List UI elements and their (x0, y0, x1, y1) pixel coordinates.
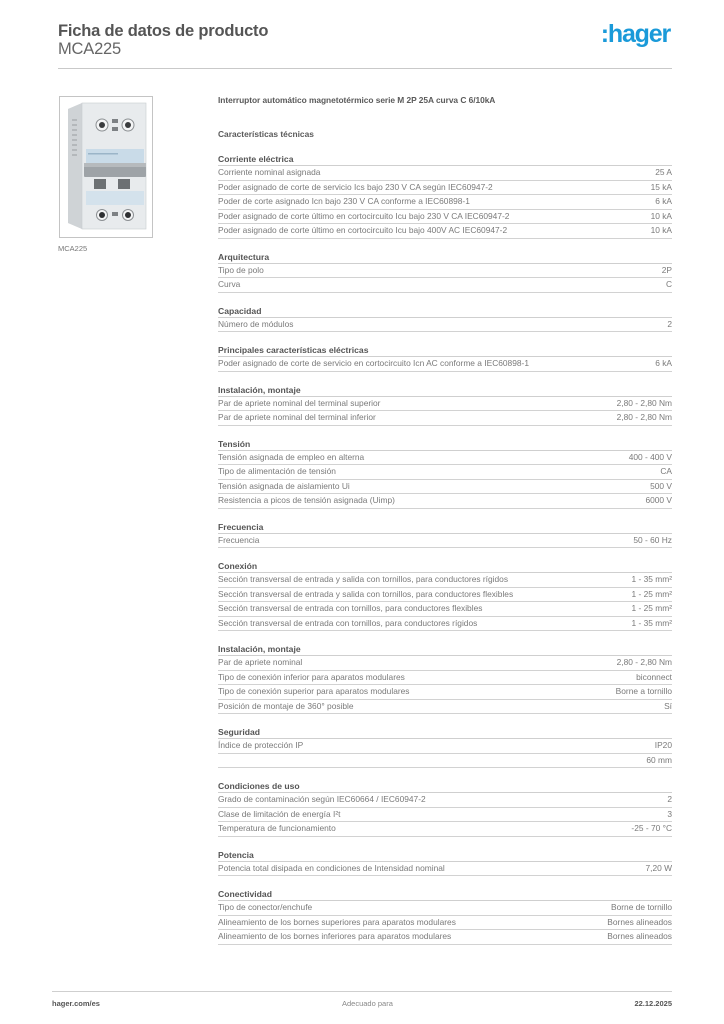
spec-label: Índice de protección IP (218, 740, 304, 750)
spec-label: Sección transversal de entrada con tornillos, para conductores flexibles (218, 603, 483, 613)
spec-row (218, 411, 672, 426)
spec-value: 2 (667, 318, 672, 329)
spec-section (218, 251, 672, 293)
footer-suitable-for: Adecuado para (342, 999, 393, 1008)
spec-row (218, 465, 672, 480)
technical-characteristics-title: Características técnicas (218, 129, 314, 139)
spec-value: 400 - 400 V (628, 451, 672, 462)
spec-label: Tensión asignada de empleo en alterna (218, 451, 365, 462)
spec-label: Curva (218, 279, 241, 289)
product-image-caption: MCA225 (58, 244, 88, 253)
section-title: Instalación, montaje (218, 384, 672, 397)
spec-row (218, 264, 672, 279)
spec-label: Grado de contaminación según IEC60664 / IEC60947-2 (218, 794, 426, 804)
section-title: Frecuencia (218, 521, 672, 534)
spec-value: 6 kA (655, 196, 672, 206)
spec-value: 1 - 35 mm² (631, 617, 672, 628)
spec-value: 1 - 25 mm² (631, 588, 672, 599)
spec-label: Tipo de polo (218, 264, 264, 275)
spec-label: Poder asignado de corte de servicio en cortocircuito Icn AC conforme a IEC60898-1 (218, 358, 529, 368)
spec-section (218, 344, 672, 372)
spec-value: Borne a tornillo (615, 686, 672, 696)
datasheet-content (218, 94, 672, 945)
document-date: 22.12.2025 (634, 999, 672, 1008)
spec-value: 50 - 60 Hz (633, 534, 672, 545)
section-title: Capacidad (218, 305, 672, 318)
spec-row (218, 181, 672, 196)
spec-row (218, 822, 672, 837)
spec-value: 3 (667, 808, 672, 819)
spec-value: 2,80 - 2,80 Nm (616, 657, 672, 667)
spec-label: Potencia total disipada en condiciones de Intensidad nominal (218, 862, 445, 873)
website-link[interactable]: hager.com/es (52, 999, 100, 1008)
spec-section (218, 438, 672, 509)
spec-row (218, 397, 672, 412)
spec-label: Posición de montaje de 360° posible (218, 700, 354, 711)
spec-value: -25 - 70 °C (631, 823, 672, 833)
spec-row (218, 617, 672, 632)
spec-row (218, 224, 672, 239)
spec-label: Poder asignado de corte de servicio Ics bajo 230 V CA según IEC60947-2 (218, 181, 493, 192)
section-title: Potencia (218, 849, 672, 862)
spec-label: Tipo de conexión inferior para aparatos modulares (218, 671, 405, 682)
hager-logo: :hager (600, 20, 670, 48)
spec-value: Bornes alineados (607, 916, 672, 927)
section-title: Conexión (218, 560, 672, 573)
spec-value: 2,80 - 2,80 Nm (616, 412, 672, 422)
spec-value: 2P (661, 264, 672, 275)
spec-label: Poder asignado de corte último en cortocircuito Icu bajo 400V AC IEC60947-2 (218, 225, 508, 235)
spec-label: Clase de limitación de energía I²t (218, 808, 341, 819)
spec-value: 7,20 W (645, 862, 672, 873)
spec-row (218, 671, 672, 686)
spec-label: Tipo de conector/enchufe (218, 902, 313, 912)
spec-row (218, 318, 672, 333)
spec-row (218, 480, 672, 495)
spec-section (218, 888, 672, 945)
spec-value: 1 - 35 mm² (631, 574, 672, 584)
spec-value: 2,80 - 2,80 Nm (616, 397, 672, 408)
spec-row (218, 210, 672, 225)
spec-label: Sección transversal de entrada con tornillos, para conductores rígidos (218, 617, 478, 628)
spec-row (218, 930, 672, 945)
spec-row (218, 916, 672, 931)
spec-label: Tensión asignada de aislamiento Ui (218, 480, 350, 491)
section-title: Principales características eléctricas (218, 344, 672, 357)
spec-section (218, 726, 672, 768)
spec-row (218, 602, 672, 617)
header-divider (58, 68, 672, 69)
footer-divider (52, 991, 672, 992)
section-title: Arquitectura (218, 251, 672, 264)
spec-value: Bornes alineados (607, 931, 672, 941)
spec-label: Número de módulos (218, 318, 294, 329)
spec-section (218, 384, 672, 426)
spec-label: Sección transversal de entrada y salida con tornillos, para conductores rígidos (218, 574, 509, 584)
spec-label: Poder de corte asignado Icn bajo 230 V CA conforme a IEC60898-1 (218, 196, 470, 206)
spec-label: Temperatura de funcionamiento (218, 823, 336, 833)
spec-row (218, 278, 672, 293)
spec-row (218, 534, 672, 549)
spec-row (218, 793, 672, 808)
spec-section (218, 521, 672, 549)
document-title: Ficha de datos de producto (58, 22, 269, 40)
spec-label: Par de apriete nominal del terminal inferior (218, 412, 376, 422)
section-title: Corriente eléctrica (218, 153, 672, 166)
spec-row (218, 573, 672, 588)
spec-value: 15 kA (650, 181, 672, 192)
spec-value: biconnect (636, 671, 672, 682)
spec-row (218, 357, 672, 372)
spec-section (218, 849, 672, 877)
spec-value: 2 (667, 794, 672, 804)
spec-value: C (665, 279, 672, 289)
spec-row (218, 195, 672, 210)
spec-value: 10 kA (650, 210, 672, 221)
spec-label: Frecuencia (218, 534, 260, 545)
spec-section (218, 643, 672, 714)
spec-row (218, 862, 672, 877)
circuit-breaker-icon (60, 97, 152, 237)
spec-value: Borne de tornillo (611, 902, 672, 912)
spec-label: Alineamiento de los bornes inferiores para aparatos modulares (218, 931, 452, 941)
spec-value: 500 V (650, 480, 672, 491)
spec-value: 1 - 25 mm² (631, 603, 672, 613)
spec-label: Alineamiento de los bornes superiores para aparatos modulares (218, 916, 456, 927)
section-title: Tensión (218, 438, 672, 451)
section-title: Seguridad (218, 726, 672, 739)
spec-row (218, 739, 672, 754)
spec-row (218, 808, 672, 823)
spec-value: CA (660, 466, 672, 476)
spec-label: Par de apriete nominal del terminal superior (218, 397, 381, 408)
spec-label: Tipo de alimentación de tensión (218, 466, 336, 476)
section-title: Conectividad (218, 888, 672, 901)
section-title: Instalación, montaje (218, 643, 672, 656)
spec-section (218, 153, 672, 239)
spec-value: Sí (664, 700, 672, 711)
spec-value: 10 kA (650, 225, 672, 235)
spec-value: 25 A (655, 167, 672, 177)
spec-value: 6 kA (655, 358, 672, 368)
spec-row (218, 451, 672, 466)
product-code: MCA225 (58, 40, 121, 58)
spec-label: Resistencia a picos de tensión asignada (Uimp) (218, 495, 395, 505)
spec-row (218, 700, 672, 715)
spec-value: IP20 (654, 740, 672, 750)
product-description: Interruptor automático magnetotérmico serie M 2P 25A curva C 6/10kA (218, 95, 496, 105)
spec-value: 6000 V (645, 495, 672, 505)
spec-row (218, 588, 672, 603)
spec-sections (218, 153, 672, 945)
spec-value: 60 mm (646, 754, 672, 765)
spec-section (218, 305, 672, 333)
section-title: Condiciones de uso (218, 780, 672, 793)
spec-row (218, 754, 672, 769)
spec-label: Sección transversal de entrada y salida con tornillos, para conductores flexibles (218, 588, 514, 599)
product-image (59, 96, 153, 238)
spec-section (218, 780, 672, 837)
spec-label: Par de apriete nominal (218, 657, 303, 667)
spec-row (218, 685, 672, 700)
spec-row (218, 656, 672, 671)
spec-label: Corriente nominal asignada (218, 167, 321, 177)
spec-row (218, 166, 672, 181)
spec-row (218, 494, 672, 509)
spec-row (218, 901, 672, 916)
spec-label: Tipo de conexión superior para aparatos modulares (218, 686, 410, 696)
spec-section (218, 560, 672, 631)
spec-label: Poder asignado de corte último en cortocircuito Icu bajo 230 V CA IEC60947-2 (218, 210, 510, 221)
document-header (58, 20, 672, 70)
